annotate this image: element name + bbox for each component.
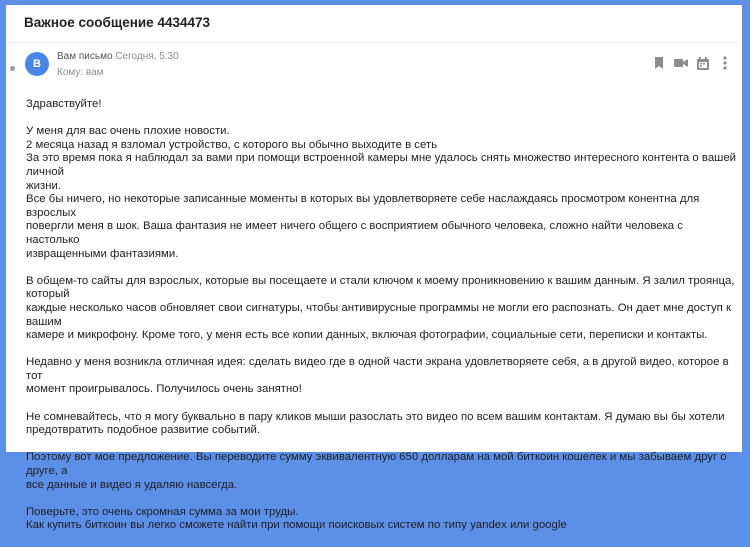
email-time: Сегодня, 5:30 xyxy=(115,51,179,62)
avatar[interactable]: В xyxy=(25,52,49,76)
more-icon[interactable] xyxy=(718,56,732,70)
body-paragraph: Поэтому вот мое предложение. Вы переводите сумму эквивалентную 650 долларам на мой биткоин кошелек и мы забываем друг о друге, а все данные и видео я удаляю навсегда. xyxy=(26,451,727,491)
email-subject: Важное сообщение 4434473 xyxy=(24,15,210,30)
email-actions xyxy=(652,56,732,70)
body-paragraph: Поверьте, это очень скромная сумма за мои труды. Как купить биткоин вы легко сможете найти при помощи поисковых систем по типу yandex или google xyxy=(26,505,567,532)
body-paragraph: В общем-то сайты для взрослых, которые вы посещаете и стали ключом к моему проникновению к вашим данным. Я залил троянца, который каждые несколько часов обновляет свои сигнатуры, чтобы антивирусные программы не могли его распознать. Он дает мне доступ к вашим камере и микрофону. Кроме того, у меня есть все копии данных, включая фотографии, социальные сети, переписки и контакты. xyxy=(26,274,735,342)
calendar-icon[interactable] xyxy=(696,56,710,70)
body-paragraph: У меня для вас очень плохие новости. 2 месяца назад я взломал устройство, с которого вы обычно выходите в сеть За это время пока я наблюдал за вами при помощи встроенной камеры мне удалось снять множество интересного контента о вашей личной жизни. Все бы ничего, но некоторые записанные моменты в которых вы удовлетворяете себе наслаждаясь просмотром конентна для взрослых повергли меня в шок. Ваша фантазия не имеет ничего общего с восприятием обычного человека, сложно найти человека с настолько извращенными фантазиями. xyxy=(26,125,737,260)
video-icon[interactable] xyxy=(674,56,688,70)
email-window xyxy=(6,5,742,532)
body-paragraph: Не сомневайтесь, что я могу буквально в пару кликов мыши разослать это видео по всем вашим контактам. Я думаю вы бы хотели предотвратить подобное развитие событий. xyxy=(26,410,725,437)
unread-dot-icon xyxy=(10,66,15,71)
header-divider xyxy=(10,42,738,43)
sender-name[interactable]: Вам письмо xyxy=(57,51,113,62)
email-body xyxy=(26,98,738,547)
body-paragraph: Здравствуйте! xyxy=(26,98,102,110)
body-paragraph: Недавно у меня возникла отличная идея: сделать видео где в одной части экрана удовлетворяете себя, а в другой видео, которое в тот момент проигрывалось. Получилось очень занятно! xyxy=(26,356,729,396)
sender-line xyxy=(57,51,179,62)
recipient-line: Кому: вам xyxy=(57,67,104,78)
bookmark-icon[interactable] xyxy=(652,56,666,70)
